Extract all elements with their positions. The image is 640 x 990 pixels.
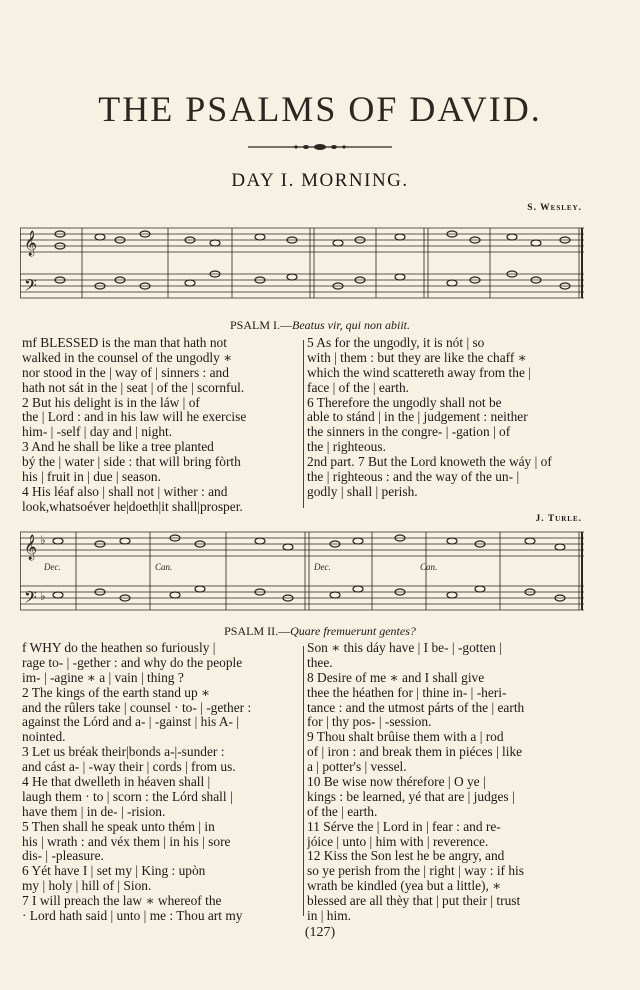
flat-sign-icon: ♭: [40, 533, 46, 547]
day-heading: DAY I. MORNING.: [231, 170, 409, 191]
verse-line: against the Lórd and a- | -gainst | his A- |: [22, 715, 240, 730]
verse-line: nor stood in the | way of | sinners : and: [22, 365, 229, 380]
verse-line: 4 He that dwelleth in héaven shall |: [22, 775, 211, 790]
verse-line: laugh them · to | scorn : the Lórd shall |: [22, 789, 233, 804]
verse-line: 10 Be wise now thérefore | O ye |: [307, 775, 486, 790]
verse-line: have them | in de- | -rision.: [22, 804, 166, 819]
verse-line: so ye perish from the | right | way : if his: [307, 864, 524, 879]
verse-line: his | fruit in | due | season.: [22, 470, 161, 485]
music-label-can: Can.: [420, 562, 438, 572]
verse-line: 2 The kings of the earth stand up ∗: [22, 685, 211, 700]
verse-line: 11 Sérve the | Lord in | fear : and re-: [307, 819, 501, 834]
verse-line: 6 Therefore the ungodly shall not be: [307, 395, 502, 410]
music-label-can: Can.: [155, 562, 173, 572]
chant2-composer: J. Turle.: [535, 514, 582, 524]
psalm2-left-column: [22, 641, 300, 924]
treble-clef-icon: 𝄞: [24, 231, 38, 256]
psalm1-subtitle: Beatus vir, qui non abiit.: [292, 318, 410, 332]
verse-line: blessed are all thèy that | put their | trust: [307, 894, 521, 909]
psalm2-right-column: [307, 641, 585, 924]
verse-line: the sinners in the congre- | -gation | of: [307, 425, 511, 440]
verse-line: 6 Yét have I | set my | King : upòn: [22, 864, 206, 879]
verse-line: Son ∗ this dáy have | I be- | -gotten |: [307, 641, 502, 655]
verse-line: and the rûlers take | counsel · to- | -gether :: [22, 700, 252, 715]
verse-line: 3 And he shall be like a tree planted: [22, 440, 214, 455]
verse-line: with | them : but they are like the chaff ∗: [307, 350, 527, 365]
verse-line: mf BLESSED is the man that hath not: [22, 336, 227, 350]
verse-line: kings : be learned, yé that are | judges |: [307, 789, 515, 804]
column-divider: [303, 646, 304, 916]
verse-line: 5 As for the ungodly, it is nót | so: [307, 336, 485, 350]
verse-line: 3 Let us bréak their|bonds a-|-sunder :: [22, 745, 225, 760]
verse-line: bý the | water | side : that will bring fòrth: [22, 455, 241, 470]
chant2-score: [20, 524, 584, 620]
ornament-divider: [248, 143, 392, 151]
psalm2-subtitle: Quare fremuerunt gentes?: [290, 624, 416, 638]
chant1-composer: S. Wesley.: [527, 203, 582, 213]
verse-line: f WHY do the heathen so furiously |: [22, 641, 216, 655]
verse-line: the | righteous.: [307, 440, 386, 455]
page-title: THE PSALMS OF DAVID.: [98, 89, 542, 129]
verse-line: 12 Kiss the Son lest he be angry, and: [307, 849, 505, 864]
bass-clef-icon: 𝄢: [24, 587, 37, 611]
verse-line: a | potter's | vessel.: [307, 760, 407, 775]
psalm1-right-column: [307, 336, 585, 500]
verse-line: 2nd part. 7 But the Lord knoweth the wáy | of: [307, 455, 552, 470]
verse-line: the | Lord : and in his law will he exercise: [22, 410, 247, 425]
treble-clef-icon: 𝄞: [24, 535, 38, 560]
music-label-dec: Dec.: [314, 562, 331, 572]
verse-line: look,whatsoéver he|doeth|it shall|prosper.: [22, 499, 243, 514]
verse-line: of the | earth.: [307, 804, 378, 819]
verse-line: his | wrath : and véx them | in his | sore: [22, 834, 231, 849]
psalm2-heading: [0, 624, 640, 639]
verse-line: 7 I will preach the law ∗ whereof the: [22, 894, 222, 909]
verse-line: hath not sát in the | seat | of the | scornful.: [22, 380, 245, 395]
verse-line: tance : and the utmost párts of the | earth: [307, 700, 525, 715]
verse-line: face | of the | earth.: [307, 380, 410, 395]
music-label-dec: Dec.: [44, 562, 61, 572]
verse-line: in | him.: [307, 909, 351, 924]
page-number: (127): [304, 925, 336, 940]
psalm2-number: PSALM II.—: [224, 624, 291, 638]
verse-line: the | righteous : and the way of the un- |: [307, 470, 520, 485]
verse-line: 5 Then shall he speak unto thém | in: [22, 819, 215, 834]
verse-line: wrath be kindled (yea but a little), ∗: [307, 879, 502, 894]
verse-line: nointed.: [22, 730, 66, 745]
verse-line: 9 Thou shalt brûise them with a | rod: [307, 730, 504, 745]
verse-line: which the wind scattereth away from the |: [307, 365, 531, 380]
verse-line: rage to- | -gether : and why do the people: [22, 655, 243, 670]
verse-line: my | holy | hill of | Sion.: [22, 879, 152, 894]
chant1-score: [20, 214, 584, 306]
verse-line: · Lord hath said | unto | me : Thou art my: [22, 909, 243, 924]
verse-line: thee the héathen for | thine in- | -heri-: [307, 685, 507, 700]
verse-line: walked in the counsel of the ungodly ∗: [22, 350, 233, 365]
verse-line: thee.: [307, 655, 333, 670]
verse-line: able to stánd | in the | judgement : neither: [307, 410, 528, 425]
verse-line: him- | -self | day and | night.: [22, 425, 173, 440]
psalm1-heading: [0, 318, 640, 333]
verse-line: 8 Desire of me ∗ and I shall give: [307, 670, 485, 685]
verse-line: dis- | -pleasure.: [22, 849, 104, 864]
column-divider: [303, 340, 304, 508]
psalm1-number: PSALM I.—: [229, 318, 292, 332]
verse-line: im- | -agine ∗ a | vain | thing ?: [22, 670, 184, 685]
flat-sign-icon: ♭: [40, 589, 46, 603]
verse-line: godly | shall | perish.: [307, 484, 418, 499]
psalm1-left-column: [22, 336, 300, 515]
bass-clef-icon: 𝄢: [24, 275, 37, 299]
verse-line: of | iron : and break them in piéces | like: [307, 745, 523, 760]
verse-line: 2 But his delight is in the láw | of: [22, 395, 200, 410]
verse-line: for | thy pos- | -session.: [307, 715, 432, 730]
verse-line: 4 His léaf also | shall not | wither : and: [22, 484, 228, 499]
verse-line: jóice | unto | him with | reverence.: [307, 834, 489, 849]
verse-line: and cást a- | -way their | cords | from us.: [22, 760, 236, 775]
